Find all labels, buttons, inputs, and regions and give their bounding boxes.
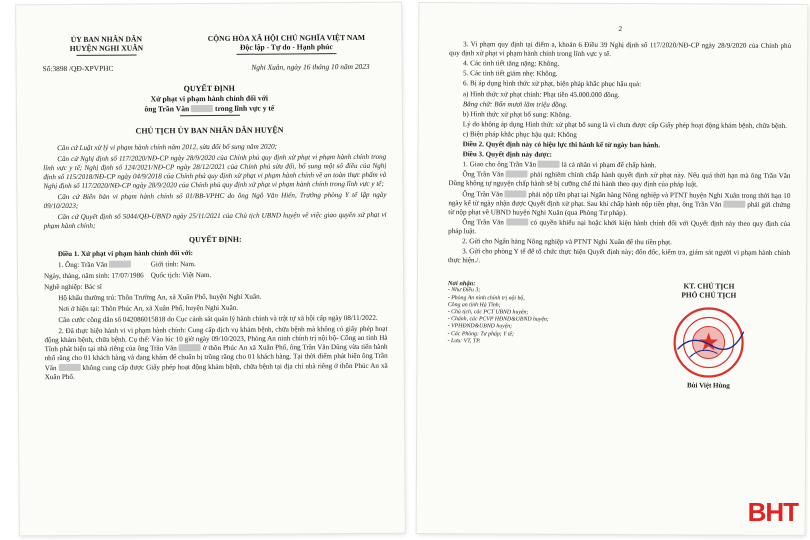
para-deliver: [449, 160, 791, 171]
appeal-post: có quyền khiếu nại hoặc khởi kiện hành chính đối với Quyết định này theo quy định của pháp luật.: [448, 218, 791, 236]
agency-line-1: ỦY BAN NHÂN DÂN: [70, 34, 143, 44]
sign-line-1: KT. CHỦ TỊCH: [683, 281, 735, 291]
recipient-item: - Chánh, các PCVP HĐND&UBND huyện;: [447, 316, 549, 323]
nation-line-2: Độc lập - Tự do - Hạnh phúc: [239, 42, 333, 52]
recipient-item: - Lưu: VT, TP.: [447, 338, 481, 345]
comply-post: phải nghiêm chỉnh chấp hành quyết định xử phạt này. Nếu quá thời hạn mà ông Trần Văn Dũng không tự nguyện chấp hành sẽ bị cưỡng chế thi hành theo quy định của pháp luật.: [448, 170, 791, 189]
para-aggravating: 4. Các tình tiết tăng nặng: Không.: [463, 59, 560, 69]
payment-pre: Ông Trần Văn: [462, 189, 503, 198]
person-name-label: 1. Ông: Trần Văn: [57, 260, 108, 269]
residence: Hộ khẩu thường trú: Thôn Trường An, xã Xuân Phổ, huyện Nghi Xuân.: [58, 292, 262, 302]
title-rule: [179, 115, 239, 116]
redaction-box: [723, 200, 745, 207]
current-address: Nơi ở hiện tại: Thôn Phúc An, xã Xuân Phổ, huyện Nghi Xuân.: [58, 303, 239, 314]
occupation: Nghề nghiệp: Bác sĩ: [44, 282, 102, 291]
national-motto: [181, 33, 391, 57]
redaction-box: [179, 344, 201, 351]
redaction-box: [505, 190, 527, 197]
violation-paragraph: [44, 325, 387, 382]
article-1: [44, 247, 387, 258]
violation-end: không cung cấp được Giấy phép hoạt động khám bệnh, chữa bệnh tại địa chỉ nhà riêng ở thôn Phúc An xã Xuân Phổ.: [44, 361, 388, 381]
subtitle-2-pre: ông Trần Văn: [144, 103, 190, 114]
para-bank: 2. Gửi cho Ngân hàng Nông nghiệp và PTNT Nghi Xuân để thu tiền phạt.: [462, 237, 672, 247]
nationality: Quốc tịch: Việt Nam.: [150, 270, 212, 280]
chairman-heading: CHỦ TỊCH ỦY BAN NHÂN DÂN HUYỆN: [135, 125, 284, 136]
article-3: [449, 150, 791, 161]
page-number: 2: [618, 24, 623, 34]
basis-paragraph: Căn cứ Biên bản vi phạm hành chính số 01/BB-VPHC do ông Ngô Văn Hiến, Trưởng phòng Y tế lập ngày 09/10/2023;: [43, 190, 387, 211]
nation-line-1: CỘNG HÒA XÃ HỘI CHỦ NGHĨA VIỆT NAM: [207, 32, 366, 44]
redaction-box: [506, 171, 528, 178]
subtitle-2-post: trong lĩnh vực y tế: [214, 103, 275, 113]
decides-heading: QUYẾT ĐỊNH:: [189, 235, 242, 245]
recipient-item: - Phòng An ninh chính trị nội bộ,: [447, 294, 525, 302]
doc-number: Số:3898 /QĐ-XPVPHC: [42, 63, 114, 73]
redaction-box: [538, 161, 560, 168]
redaction-box: [58, 363, 80, 370]
para-extra-reason: Lý do không áp dụng Hình thức xử phạt bổ sung là vì chưa được cấp Giấy phép hoạt động khám bệnh, chữa bệnh.: [462, 120, 787, 130]
violation-cont: ở thôn Phúc An xã Xuân Phổ, ông Trần Văn Dũng vừa tiến hành nhổ răng cho 01 khách hàng và đang khám để chuẩn bị trồng răng cho 01 khách hàng. Tại thời điểm phát hiện ông Trần Văn: [44, 343, 388, 372]
header-rule: [77, 55, 137, 56]
para-remedy: c) Biện pháp khắc phục hậu quả: Không: [462, 130, 577, 139]
recipients-list: [447, 280, 598, 390]
para-violation-rule: 3. Vi phạm quy định tại điểm a, khoản 6 Điều 39 Nghị định số 117/2020/NĐ-CP ngày 28/9/2020 của Chính phủ quy định xử phạt vi phạm hành chính trong lĩnh vực y tế.: [449, 40, 792, 59]
payment-post: phải nộp tiền phạt tại Ngân hàng Nông nghiệp và PTNT huyện Nghi Xuân trong thời hạn 10 ngày kể từ ngày nhận được Quyết định xử phạt. Sau khi chấp hành nộp tiền phạt, ông Trần Văn: [448, 190, 791, 209]
basis-paragraph: Căn cứ Quyết định số 5044/QĐ-UBND ngày 25/11/2021 của Chủ tịch UBND huyện về việc giao quyền xử phạt vi phạm hành chính;: [43, 211, 387, 231]
document-footer: [417, 266, 806, 391]
article-2: [449, 140, 791, 151]
para-payment: [448, 190, 790, 219]
recipient-item: Công an tỉnh Hà Tĩnh;: [447, 302, 501, 309]
document-header: [16, 3, 401, 58]
article-1-text: Điều 1. Xử phạt vi phạm hành chính đối với:: [57, 248, 194, 258]
para-amount-words: Bằng chữ: Bốn mươi lăm triệu đồng.: [462, 99, 568, 109]
violation-text: 2. Đã thực hiện hành vi vi phạm hành chính: Cung cấp dịch vụ khám bệnh, chữa bệnh mà không có giấy phép hoạt động khám bệnh, chữa bệnh. Cụ thể: Vào lúc 10 giờ ngày 09/10/2023, Phòng An ninh chính trị nội bộ- Công an tỉnh Hà Tĩnh phát hiện tại nhà riêng của ông Trần Văn: [44, 324, 388, 354]
seal-icon: [671, 306, 745, 380]
redaction-box: [506, 218, 528, 225]
dob: Ngày, tháng, năm sinh: 17/07/1986: [44, 271, 144, 280]
para-health-dept: 3. Gửi cho phòng Y tế để tổ chức thực hiện Quyết định này; đôn đốc, kiểm tra, giám sát người vi phạm hành chính thực hiện./.: [448, 247, 791, 265]
basis-paragraph: Căn cứ Luật xử lý vi phạm hành chính năm 2012, sửa đổi bổ sung năm 2020;: [57, 142, 278, 152]
para-penalty-heading: 6. Bị áp dụng hình thức xử phạt, biện pháp khắc phục hậu quả:: [462, 79, 642, 89]
recipient-item: - Chủ tịch, các PCT UBND huyện;: [447, 309, 529, 316]
para-main-penalty: a) Hình thức xử phạt chính: Phạt tiền 45.000.000 đồng.: [462, 89, 620, 99]
doc-title: QUYẾT ĐỊNH: [183, 83, 235, 93]
basis-paragraph: Căn cứ Nghị định số 117/2020/NĐ-CP ngày 28/9/2020 của Chính phủ quy định xử phạt vi phạm hành chính trong lĩnh vực y tế; Nghị định số 124/2021/NĐ-CP ngày 28/12/2021 của Chính phủ sửa đổi, bổ sung một số điều của Nghị định số 115/2018/NĐ-CP ngày 04/9/2018 của Chính phủ quy định xử phạt vi phạm hành chính về an toàn thực phẩm và Nghị định số 117/2020/NĐ-CP ngày 28/9/2020 của Chính phủ quy định xử phạt vi phạm hành chính trong lĩnh vực y tế;: [43, 152, 387, 191]
issuing-agency: [46, 34, 166, 58]
document-body: [17, 133, 404, 382]
person-name-line: [44, 258, 387, 269]
document-page-2: [417, 3, 808, 535]
sign-line-2: PHÓ CHỦ TỊCH: [681, 290, 737, 300]
doc-date: Nghi Xuân, ngày 16 tháng 10 năm 2023: [251, 61, 370, 72]
official-seal: [671, 306, 745, 380]
recipient-item: - VPHĐND&UBND huyện;: [447, 323, 513, 330]
document-page-1: [16, 3, 405, 536]
recipient-item: - Các Phòng: Tư pháp; Y tế;: [447, 330, 514, 338]
redaction-box: [191, 105, 213, 112]
article-3-text: Điều 3. Quyết định này được:: [462, 150, 553, 159]
recipient-item: - Như Điều 3;: [447, 287, 481, 294]
agency-line-2: HUYỆN NGHI XUÂN: [69, 43, 144, 53]
deliver-post: là cá nhân vi phạm để chấp hành.: [561, 160, 657, 170]
signature-block: [633, 281, 784, 391]
comply-pre: Ông Trần Văn: [462, 170, 504, 179]
redaction-box: [109, 260, 131, 267]
para-appeal: [448, 218, 790, 238]
payment-end: phải gửi chứng từ nộp phạt về UBND huyện Nghi Xuân (qua Phòng Tư pháp).: [448, 200, 791, 217]
reference-row: [17, 55, 402, 73]
id-card: Căn cước công dân số 042086015818 do Cục cảnh sát quản lý hành chính và trật tự xã hội cấp ngày 08/11/2022.: [58, 313, 378, 325]
document-body-2: [418, 3, 807, 267]
para-comply: [448, 170, 790, 190]
watermark-logo: BHT: [747, 497, 798, 527]
deliver-pre: 1. Giao cho ông Trần Văn: [462, 160, 537, 169]
doc-subtitle-1: Xử phạt vi phạm hành chính đối với: [150, 93, 269, 104]
para-extra-penalty: b) Hình thức xử phạt bổ sung: Không.: [462, 109, 572, 119]
gender: Giới tính: Nam.: [150, 259, 196, 269]
appeal-pre: Ông Trần Văn: [462, 217, 504, 227]
signer-name: Bùi Việt Hùng: [686, 381, 730, 390]
recipients-label: Nơi nhận:: [447, 280, 476, 288]
doc-subtitle-2: [17, 102, 402, 114]
article-2-text: Điều 2. Quyết định này có hiệu lực thi hành kể từ ngày ban hành.: [462, 140, 661, 150]
motto-rule: [236, 53, 336, 54]
dob-line: [44, 269, 387, 280]
para-mitigating: 5. Các tình tiết giảm nhẹ: Không.: [463, 69, 558, 79]
